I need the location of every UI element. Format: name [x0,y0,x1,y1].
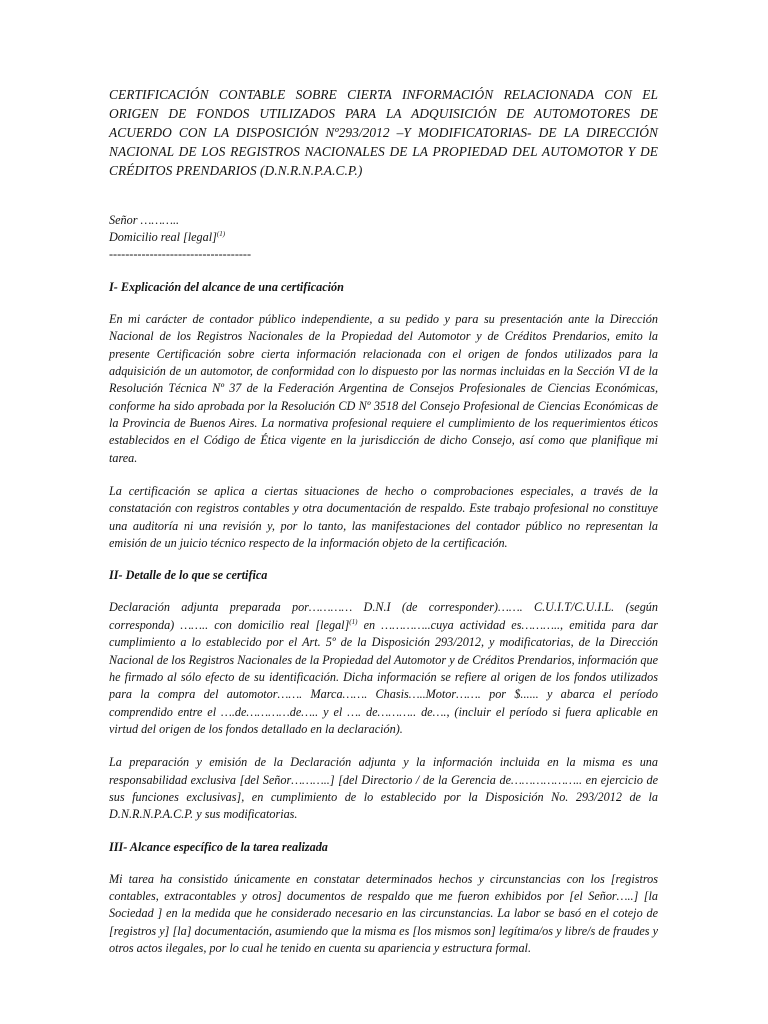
section-2-paragraph-2: La preparación y emisión de la Declaración adjunta y la información incluida en la misma es una responsabilidad exclusiva [del Señor………..] [del Directorio / de la Gerencia de……………….. en ejercicio de sus funciones exclusivas], en cumplimiento de lo establecido por la Disposición No. 293/2012 de la D.N.R.N.P.A.C.P. y sus modificatorias. [109,755,658,822]
section-3-heading: III- Alcance específico de la tarea realizada [109,839,328,854]
addressee-address [109,229,658,246]
section-2-heading: II- Detalle de lo que se certifica [109,568,268,583]
addressee-rule: ----------------------------------- [109,247,252,261]
document-title: CERTIFICACIÓN CONTABLE SOBRE CIERTA INFORMACIÓN RELACIONADA CON EL ORIGEN DE FONDOS UTILIZADOS PARA LA ADQUISICIÓN DE AUTOMOTORES DE ACUERDO CON LA DISPOSICIÓN Nº293/2012 –Y MODIFICATORIAS- DE LA DIRECCIÓN NACIONAL DE LOS REGISTROS NACIONALES DE LA PROPIEDAD DEL AUTOMOTOR Y DE CRÉDITOS PRENDARIOS (D.N.R.N.P.A.C.P.) [109,87,658,178]
section-1-heading: I- Explicación del alcance de una certificación [109,280,344,294]
footnote-ref: (1) [216,230,226,238]
section-3-paragraph-1: Mi tarea ha consistido únicamente en constatar determinados hechos y circunstancias con los [registros contables, extracontables y otros] documentos de respaldo que me fueron exhibidos por [el Señor…..] [la Sociedad ] en la medida que he considerado necesario en las circunstancias. La labor se basó en el cotejo de [registros y] [la] documentación, asumiendo que la misma es [los mismos son] legítima/os y libre/s de fraudes y otros actos ilegales, por lo cual he tenido en cuenta su apariencia y estructura formal. [109,871,658,955]
addressee-address-text: Domicilio real [legal] [109,230,217,244]
addressee-block [109,212,658,263]
section-1-paragraph-2: La certificación se aplica a ciertas situaciones de hecho o comprobaciones especiales, a través de la constatación con registros contables y otra documentación de respaldo. Este trabajo profesional no constituye una auditoría ni una revisión y, por lo tanto, las manifestaciones del contador público no representan la emisión de un juicio técnico respecto de la información objeto de la certificación. [109,484,658,551]
section-2-paragraph-1 [109,599,658,738]
section-2-paragraph-1-rest: en …………..cuya actividad es……….., emitida para dar cumplimiento a lo establecido por el Art. 5º de la Disposición 293/2012, y modificatorias, de la Dirección Nacional de los Registros Nacionales de la Propiedad del Automotor y de Créditos Prendarios, información que he firmado al sólo efecto de su identificación. Dicha información se refiere al origen de los fondos utilizados para la compra del automotor……. Marca……. Chasis…..Motor……. por $...... y abarca el período comprendido entre el ….de…………de….. y el …. de……….. de…., (incluir el período si fuera aplicable en virtud del origen de los fondos detallado en la declaración). [109,617,658,736]
footnote-ref: (1) [349,617,358,626]
section-1-paragraph-1: En mi carácter de contador público independiente, a su pedido y para su presentación ante la Dirección Nacional de los Registros Nacionales de la Propiedad del Automotor y de Créditos Prendarios, emito la presente Certificación sobre cierta información relacionada con el origen de fondos utilizados para la adquisición de un automotor, de conformidad con lo dispuesto por las normas incluidas en la Sección VI de la Resolución Técnica Nº 37 de la Federación Argentina de Consejos Profesionales de Ciencias Económicas, conforme ha sido aprobada por la Resolución CD Nº 3518 del Consejo Profesional de Ciencias Económicas de la Provincia de Buenos Aires. La normativa profesional requiere el cumplimiento de los requerimientos éticos establecidos en el Código de Ética vigente en la jurisdicción de dicho Consejo, así como que planifique mi tarea. [109,312,658,465]
addressee-name: Señor ……….. [109,213,180,227]
section-2-paragraph-1-start: Declaración adjunta preparada por………… D.N.I (de corresponder)……. C.U.I.T/C.U.I.L. (según corresponda) …….. con domicilio real [legal] [109,600,658,632]
